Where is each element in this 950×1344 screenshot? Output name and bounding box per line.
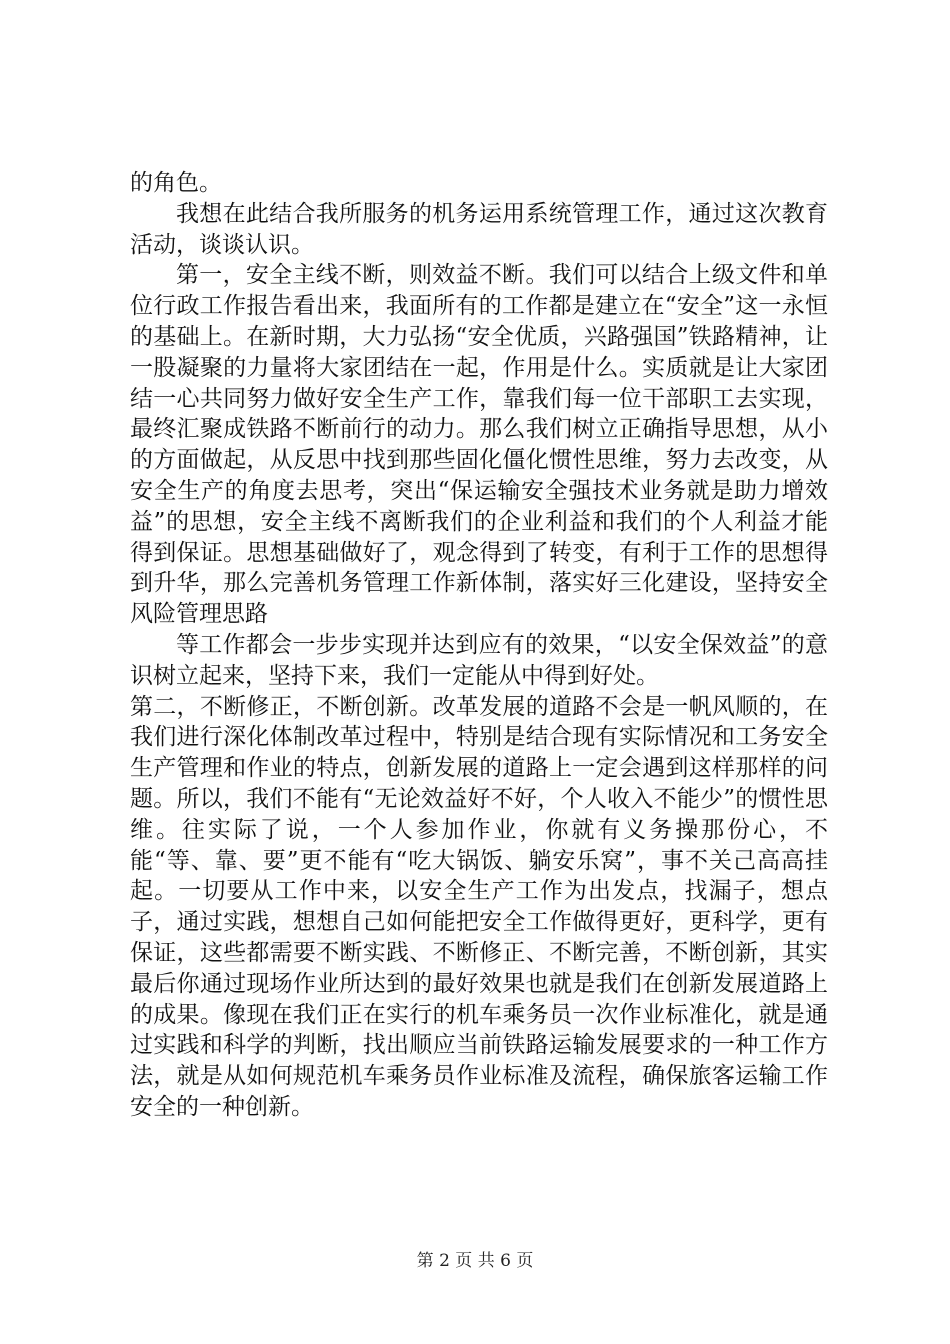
- paragraph-first-point: 第一，安全主线不断，则效益不断。我们可以结合上级文件和单位行政工作报告看出来，我面所有的工作都是建立在“安全”这一永恒的基础上。在新时期，大力弘扬“安全优质，兴路强国”铁路精神，让一股凝聚的力量将大家团结在一起，作用是什么。实质就是让大家团结一心共同努力做好安全生产工作，靠我们每一位干部职工去实现，最终汇聚成铁路不断前行的动力。那么我们树立正确指导思想，从小的方面做起，从反思中找到那些固化僵化惯性思维，努力去改变，从安全生产的角度去思考，突出“保运输安全强技术业务就是助力增效益”的思想，安全主线不离断我们的企业利益和我们的个人利益才能得到保证。思想基础做好了，观念得到了转变，有利于工作的思想得到升华，那么完善机务管理工作新体制，落实好三化建设，坚持安全风险管理思路: [130, 262, 828, 628]
- paragraph-first-point-continued: 等工作都会一步步实现并达到应有的效果，“以安全保效益”的意识树立起来，坚持下来，我们一定能从中得到好处。: [130, 631, 828, 689]
- document-body: [130, 168, 828, 1123]
- page-number-footer: 第 2 页 共 6 页: [416, 1251, 534, 1271]
- paragraph-continuation: 的角色。: [130, 170, 222, 196]
- paragraph-intro: 我想在此结合我所服务的机务运用系统管理工作，通过这次教育活动，谈谈认识。: [130, 200, 828, 258]
- paragraph-second-point: 第二，不断修正，不断创新。改革发展的道路不会是一帆风顺的，在我们进行深化体制改革过程中，特别是结合现有实际情况和工务安全生产管理和作业的特点，创新发展的道路上一定会遇到这样那样的问题。所以，我们不能有“无论效益好不好，个人收入不能少”的惯性思维。往实际了说，一个人参加作业，你就有义务操那份心，不能“等、靠、要”更不能有“吃大锅饭、躺安乐窝”，事不关己高高挂起。一切要从工作中来，以安全生产工作为出发点，找漏子，想点子，通过实践，想想自己如何能把安全工作做得更好，更科学，更有保证，这些都需要不断实践、不断修正、不断完善，不断创新，其实最后你通过现场作业所达到的最好效果也就是我们在创新发展道路上的成果。像现在我们正在实行的机车乘务员一次作业标准化，就是通过实践和科学的判断，找出顺应当前铁路运输发展要求的一种工作方法，就是从如何规范机车乘务员作业标准及流程，确保旅客运输工作安全的一种创新。: [130, 693, 828, 1120]
